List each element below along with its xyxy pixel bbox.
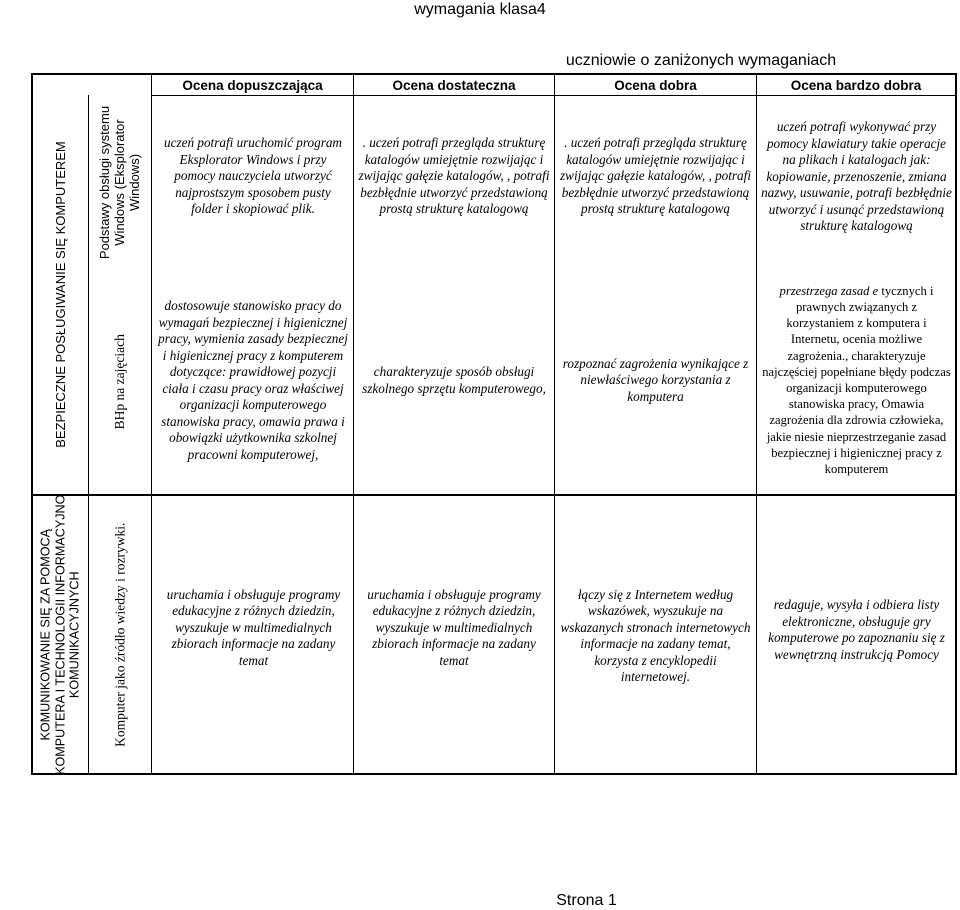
document-subtitle: uczniowie o zaniżonych wymaganiach xyxy=(565,52,837,69)
page-footer: Strona 1 xyxy=(556,892,617,909)
cell-zrodlo-dostateczna: uruchamia i obsługuje programy edukacyjne z różnych dziedzin, wyszukuje w multimedialnych zbiorach informacje na zadany temat xyxy=(367,586,541,668)
header-dopuszczajaca: Ocena dopuszczająca xyxy=(182,77,323,93)
cell-windows-bardzo-dobra: uczeń potrafi wykonywać przy pomocy klawiatury takie operacje na plikach i katalogach jak: kopiowanie, przenoszenie, zmiana nazwy, usuwanie, potrafi bezbłędnie utworzyć i usunąć przedstawioną strukturę katalogową xyxy=(761,119,952,233)
section-title-bezpieczne: BEZPIECZNE POSŁUGIWANIE SIĘ KOMPUTEREM xyxy=(53,141,69,448)
cell-bhp-dostateczna: charakteryzuje sposób obsługi szkolnego sprzętu komputerowego, xyxy=(362,364,546,396)
cell-windows-dopuszczajaca: uczeń potrafi uruchomić program Eksplorator Windows i przy pomocy nauczyciela utworzyć najprostszym sposobem pusty folder i skopiować plik. xyxy=(164,135,342,216)
topic-name-windows: Podstawy obsługi systemu Windows (Eksplorator Windows) xyxy=(97,105,143,259)
cell-windows-dobra: . uczeń potrafi przegląda strukturę katalogów umiejętnie rozwijając i zwijając gałęzie katalogów, , potrafi bezbłędnie utworzyć przedstawioną prostą strukturę katalogową xyxy=(560,135,751,216)
header-bardzo-dobra: Ocena bardzo dobra xyxy=(790,77,922,93)
cell-zrodlo-bardzo-dobra: redaguje, wysyła i odbiera listy elektroniczne, obsługuje gry komputerowe po zapoznaniu się z wewnętrzną instrukcją Pomocy xyxy=(768,597,945,662)
header-dobra: Ocena dobra xyxy=(614,77,697,93)
cell-zrodlo-dopuszczajaca: uruchamia i obsługuje programy edukacyjne z różnych dziedzin, wyszukuje w multimedialnych zbiorach informacje na zadany temat xyxy=(166,586,341,668)
cell-bhp-dopuszczajaca: dostosowuje stanowisko pracy do wymagań bezpiecznej i higienicznej pracy, wymienia zasady bezpiecznej i higienicznej pracy z komputerem dotyczące: prawidłowej pozycji ciała i czasu pracy oraz właściwej organizacji komputerowego stanowiska pracy, omawia prawa i obowiązki użytkownika szkolnej pracowni komputerowej, xyxy=(158,298,348,462)
cell-bhp-bardzo-dobra-italic: przestrzega zasad e xyxy=(779,283,879,298)
cell-windows-dostateczna: . uczeń potrafi przegląda strukturę katalogów umiejętnie rozwijając i zwijając gałęzie katalogów, , potrafi bezbłędnie utworzyć przedstawioną prostą strukturę katalogową xyxy=(358,135,550,216)
document-title: wymagania klasa4 xyxy=(414,1,546,18)
section-title-komunikowanie: KOMUNIKOWANIE SIĘ ZA POMOCĄ KOMPUTERA I TECHNOLOGII INFORMACYJNO KOMUNIKACYJNYCH xyxy=(38,494,82,775)
cell-bhp-bardzo-dobra xyxy=(758,283,955,477)
cell-zrodlo-dobra: łączy się z Internetem według wskazówek, wyszukuje na wskazanych stronach internetowych informacje na zadany temat, korzysta z encyklopedii internetowej. xyxy=(560,586,751,684)
header-dostateczna: Ocena dostateczna xyxy=(392,77,516,93)
cell-bhp-dobra: rozpoznać zagrożenia wynikające z niewłaściwego korzystania z komputera xyxy=(562,355,749,404)
topic-name-bhp: BHp na zajęciach xyxy=(112,333,128,430)
topic-name-zrodlo-wiedzy: Komputer jako źródło wiedzy i rozrywki. xyxy=(112,522,128,747)
cell-bhp-bardzo-dobra-regular: tycznych i prawnych związanych z korzystaniem z komputera i Internetu, ocenia możliwe zagrożenia., charakteryzuje najczęściej popełniane błędy podczas organizacji komputerowego stanowiska pracy, Omawia zagrożenia dla zdrowia człowieka, jakie niesie nieprzestrzeganie zasad bezpiecznej i higienicznej pracy z komputerem xyxy=(762,283,951,477)
